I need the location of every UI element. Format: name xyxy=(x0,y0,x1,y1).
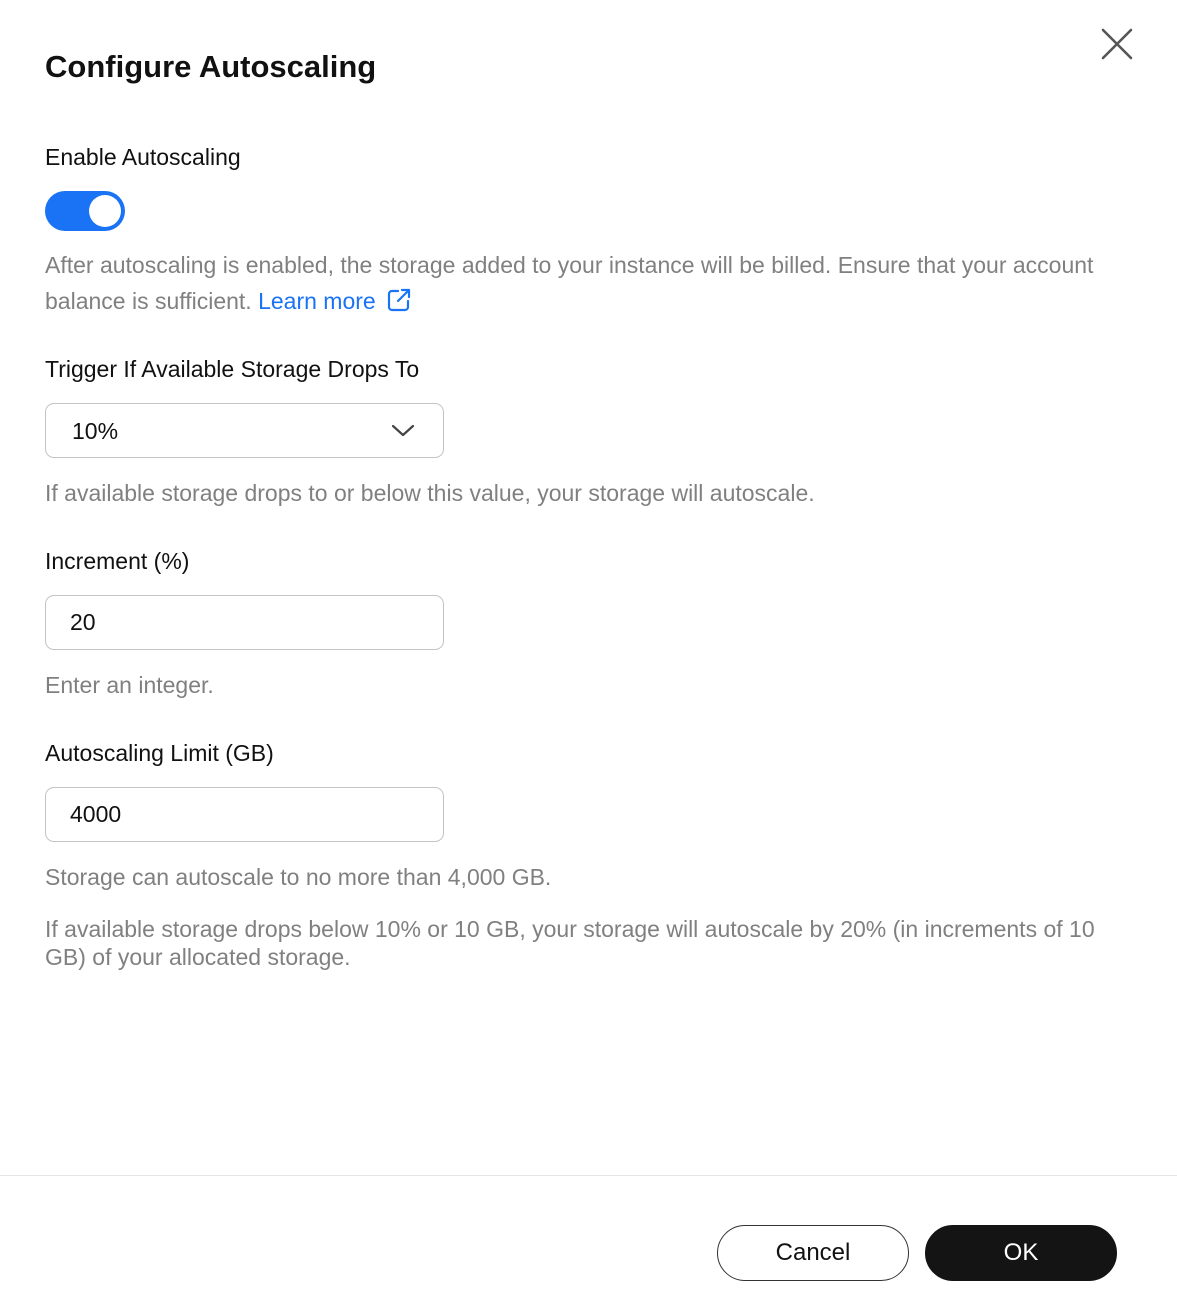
limit-input[interactable] xyxy=(70,788,410,840)
learn-more-label: Learn more xyxy=(258,288,376,314)
enable-autoscaling-label: Enable Autoscaling xyxy=(45,144,241,170)
increment-input[interactable] xyxy=(70,596,410,648)
autoscaling-summary: If available storage drops below 10% or 10 GB, your storage will autoscale by 20% (in increments of 10 GB) of your allocated storage. xyxy=(45,916,1095,970)
dialog-title: Configure Autoscaling xyxy=(45,49,377,84)
increment-label: Increment (%) xyxy=(45,548,190,574)
billing-notice-text: After autoscaling is enabled, the storage added to your instance will be billed. Ensure that your account balance is sufficient. xyxy=(45,252,1094,314)
increment-help-text: Enter an integer. xyxy=(45,672,214,698)
trigger-select[interactable] xyxy=(45,403,444,458)
limit-label: Autoscaling Limit (GB) xyxy=(45,740,274,766)
close-icon xyxy=(1097,24,1137,64)
ok-button[interactable]: OK xyxy=(925,1225,1117,1281)
external-link-icon xyxy=(386,287,412,313)
trigger-label: Trigger If Available Storage Drops To xyxy=(45,356,420,382)
chevron-down-icon xyxy=(391,422,415,440)
enable-autoscaling-toggle[interactable] xyxy=(45,191,125,231)
increment-field-wrapper xyxy=(45,595,444,650)
billing-notice xyxy=(45,247,1105,319)
limit-field-wrapper xyxy=(45,787,444,842)
trigger-selected-value: 10% xyxy=(72,418,119,444)
toggle-knob xyxy=(89,195,121,227)
footer-divider xyxy=(0,1175,1177,1176)
limit-help-text: Storage can autoscale to no more than 4,000 GB. xyxy=(45,864,552,890)
learn-more-link[interactable] xyxy=(258,288,412,314)
cancel-button[interactable]: Cancel xyxy=(717,1225,909,1281)
close-button[interactable] xyxy=(1097,24,1137,64)
trigger-help-text: If available storage drops to or below this value, your storage will autoscale. xyxy=(45,480,815,506)
